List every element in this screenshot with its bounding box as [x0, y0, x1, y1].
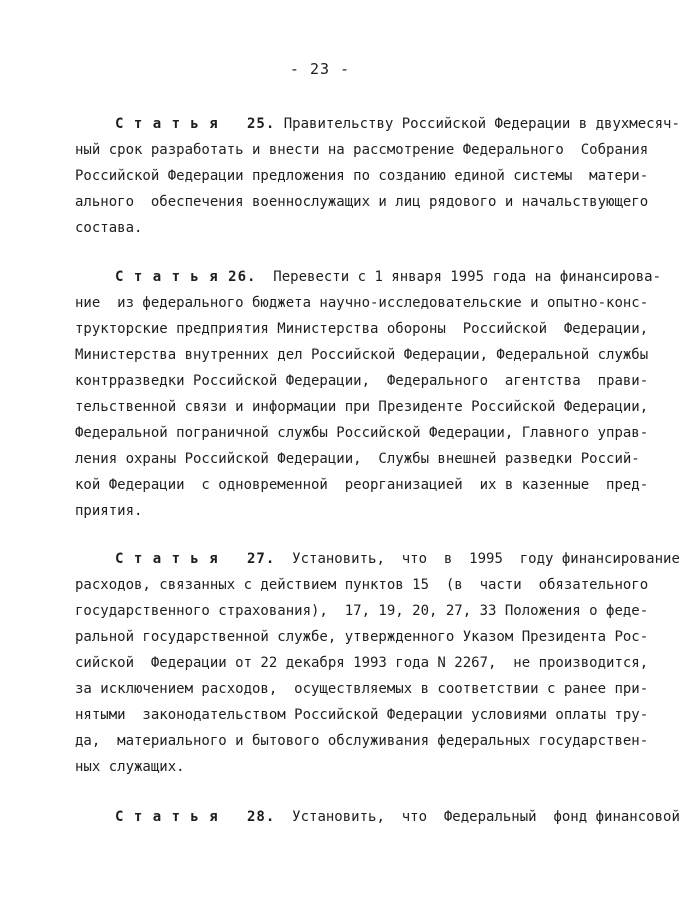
- article-26-line-4: Министерства внутренних дел Российской Федерации, Федеральной службы: [75, 347, 649, 363]
- article-27-line-3: государственного страхования), 17, 19, 20, 27, 33 Положения о феде-: [75, 603, 649, 619]
- article-25-line-5: состава.: [75, 220, 143, 236]
- article-26-line-5: контрразведки Российской Федерации, Федерального агентства прави-: [75, 373, 649, 389]
- article-26-line-9: кой Федерации с одновременной реорганизацией их в казенные пред-: [75, 477, 649, 493]
- article-27-line-9: ных служащих.: [75, 759, 185, 775]
- page-number: - 23 -: [289, 60, 351, 78]
- article-25-lead: С т а т ь я 25.: [115, 116, 276, 132]
- article-27-line-6: за исключением расходов, осуществляемых в соответствии с ранее при-: [75, 681, 649, 697]
- article-28-text: Установить, что Федеральный фонд финансовой: [275, 809, 680, 825]
- article-26-line-2: ние из федерального бюджета научно-исследовательские и опытно-конс-: [75, 295, 649, 311]
- article-26-line-6: тельственной связи и информации при Президенте Российской Федерации,: [75, 399, 649, 415]
- article-26-line-1: [115, 266, 662, 288]
- article-26-line-3: трукторские предприятия Министерства обороны Российской Федерации,: [75, 321, 649, 337]
- article-26-lead: С т а т ь я 26.: [115, 269, 257, 285]
- article-28-lead: С т а т ь я 28.: [115, 809, 276, 825]
- article-27-line-8: да, материального и бытового обслуживания федеральных государствен-: [75, 733, 649, 749]
- article-26-line-8: ления охраны Российской Федерации, Службы внешней разведки Россий-: [75, 451, 640, 467]
- article-26-text: Перевести с 1 января 1995 года на финансирова-: [256, 269, 662, 285]
- article-27-line-7: нятыми законодательством Российской Федерации условиями оплаты тру-: [75, 707, 649, 723]
- article-27-lead: С т а т ь я 27.: [115, 551, 276, 567]
- article-26-line-10: приятия.: [75, 503, 143, 519]
- article-26-line-7: Федеральной пограничной службы Российской Федерации, Главного управ-: [75, 425, 649, 441]
- article-27-line-1: [115, 548, 680, 570]
- article-25-text: Правительству Российской Федерации в двухмесяч-: [275, 116, 680, 132]
- article-25-line-2: ный срок разработать и внести на рассмотрение Федерального Собрания: [75, 142, 649, 158]
- article-27-text: Установить, что в 1995 году финансирование: [275, 551, 680, 567]
- article-25-line-1: [115, 113, 680, 135]
- article-27-line-5: сийской Федерации от 22 декабря 1993 года N 2267, не производится,: [75, 655, 649, 671]
- article-27-line-2: расходов, связанных с действием пунктов 15 (в части обязательного: [75, 577, 649, 593]
- article-25-line-3: Российской Федерации предложения по созданию единой системы матери-: [75, 168, 649, 184]
- article-25-line-4: ального обеспечения военнослужащих и лиц рядового и начальствующего: [75, 194, 649, 210]
- article-28-line-1: [115, 806, 680, 828]
- article-27-line-4: ральной государственной службе, утвержденного Указом Президента Рос-: [75, 629, 649, 645]
